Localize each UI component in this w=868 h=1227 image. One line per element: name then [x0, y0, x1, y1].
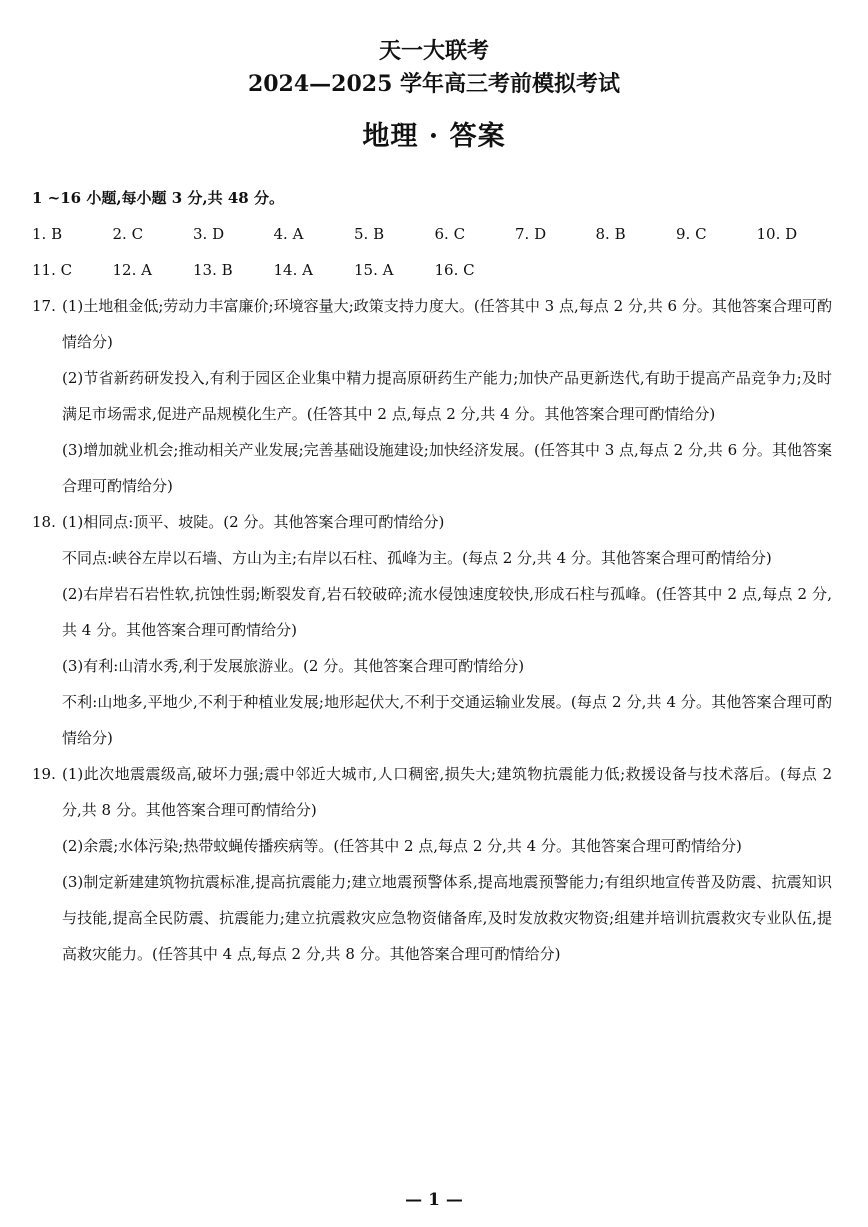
mc-intro: 1 ~16 小题,每小题 3 分,共 48 分。 — [32, 189, 284, 207]
answer-paragraph: 不同点:峡谷左岸以石墙、方山为主;右岸以石柱、孤峰为主。(每点 2 分,共 4 分。其他答案合理可酌情给分) — [62, 549, 772, 567]
answer-paragraph: (3)增加就业机会;推动相关产业发展;完善基础设施建设;加快经济发展。(任答其中 3 点,每点 2 分,共 6 分。其他答案合理可酌情给分) — [62, 441, 832, 495]
answer-paragraph: 不利:山地多,平地少,不利于种植业发展;地形起伏大,不利于交通运输业发展。(每点 2 分,共 4 分。其他答案合理可酌情给分) — [62, 693, 832, 747]
answer-paragraph: (3)有利:山清水秀,利于发展旅游业。(2 分。其他答案合理可酌情给分) — [62, 657, 525, 675]
question-17 — [32, 288, 832, 504]
mc-answer: 12. A — [112, 261, 152, 279]
mc-answer: 14. A — [273, 261, 313, 279]
question-19 — [32, 756, 832, 972]
answer-content — [32, 180, 832, 972]
page-title: 地理 · 答案 — [362, 121, 506, 152]
mc-answers-row-1 — [32, 216, 832, 252]
mc-answer: 8. B — [595, 225, 626, 243]
answer-paragraph: (2)右岸岩石岩性软,抗蚀性弱;断裂发育,岩石较破碎;流水侵蚀速度较快,形成石柱与孤峰。(任答其中 2 点,每点 2 分,共 4 分。其他答案合理可酌情给分) — [62, 585, 832, 639]
question-number: 19. — [32, 765, 56, 783]
mc-answer: 5. B — [354, 225, 385, 243]
mc-answer: 11. C — [32, 261, 73, 279]
mc-answer: 13. B — [193, 261, 233, 279]
answer-paragraph: (1)相同点:顶平、坡陡。(2 分。其他答案合理可酌情给分) — [62, 513, 445, 531]
answer-paragraph: (1)土地租金低;劳动力丰富廉价;环境容量大;政策支持力度大。(任答其中 3 点,每点 2 分,共 6 分。其他答案合理可酌情给分) — [62, 297, 832, 351]
mc-answer: 9. C — [676, 225, 707, 243]
mc-answer: 10. D — [756, 225, 798, 243]
org-name: 天一大联考 — [378, 38, 489, 64]
mc-answer: 3. D — [193, 225, 225, 243]
mc-answer: 4. A — [273, 225, 304, 243]
mc-answers-row-2 — [32, 252, 832, 288]
page-number: — 1 — — [405, 1190, 463, 1210]
answer-paragraph: (3)制定新建建筑物抗震标准,提高抗震能力;建立地震预警体系,提高地震预警能力;有组织地宣传普及防震、抗震知识与技能,提高全民防震、抗震能力;建立抗震救灾应急物资储备库,及时发放救灾物资;组建并培训抗震救灾专业队伍,提高救灾能力。(任答其中 4 点,每点 2 分,共 8 分。其他答案合理可酌情给分) — [62, 873, 832, 963]
answer-paragraph: (2)余震;水体污染;热带蚊蝇传播疾病等。(任答其中 2 点,每点 2 分,共 4 分。其他答案合理可酌情给分) — [62, 837, 742, 855]
question-18 — [32, 504, 832, 756]
page-header — [0, 36, 868, 156]
mc-answer: 1. B — [32, 225, 63, 243]
question-number: 17. — [32, 297, 56, 315]
mc-answer: 6. C — [434, 225, 466, 243]
mc-answer: 16. C — [434, 261, 475, 279]
mc-answer: 2. C — [112, 225, 144, 243]
answer-paragraph: (1)此次地震震级高,破坏力强;震中邻近大城市,人口稠密,损失大;建筑物抗震能力低;救援设备与技术落后。(每点 2 分,共 8 分。其他答案合理可酌情给分) — [62, 765, 832, 819]
answer-paragraph: (2)节省新药研发投入,有利于园区企业集中精力提高原研药生产能力;加快产品更新迭代,有助于提高产品竞争力;及时满足市场需求,促进产品规模化生产。(任答其中 2 点,每点 2 分,共 4 分。其他答案合理可酌情给分) — [62, 369, 832, 423]
mc-answer: 15. A — [354, 261, 394, 279]
mc-answer: 7. D — [515, 225, 547, 243]
question-number: 18. — [32, 513, 56, 531]
exam-name: 2024—2025 学年高三考前模拟考试 — [247, 71, 621, 97]
